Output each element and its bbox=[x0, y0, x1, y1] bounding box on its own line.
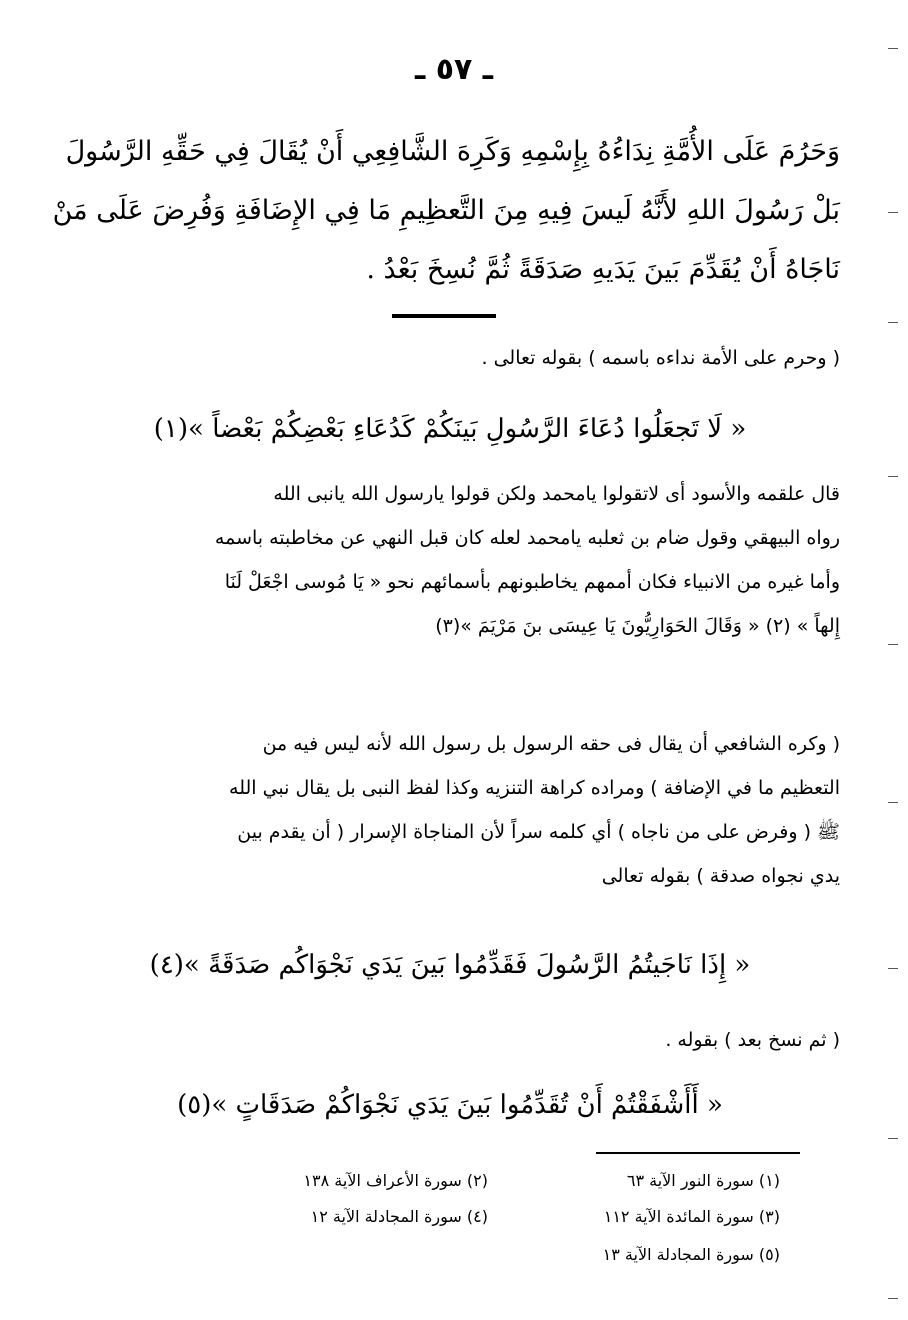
commentary-line: يدي نجواه صدقة ) بقوله تعالى bbox=[601, 865, 840, 887]
page-number: ـ ٥٧ ـ bbox=[414, 52, 494, 87]
margin-mark bbox=[888, 212, 898, 213]
margin-mark bbox=[888, 48, 898, 49]
quran-verse-3: « أَأَشْفَقْتُمْ أَنْ تُقَدِّمُوا بَينَ يَدَي نَجْوَاكُمْ صَدَقَاتٍ »(٥) bbox=[177, 1090, 723, 1120]
footnote-4: (٤) سورة المجادلة الآية ١٢ bbox=[310, 1207, 488, 1226]
margin-mark bbox=[888, 802, 898, 803]
quran-verse-2: « إِذَا نَاجَيتُمُ الرَّسُولَ فَقَدِّمُوا بَينَ يَدَي نَجْوَاكُم صَدَقَةً »(٤) bbox=[149, 950, 751, 980]
commentary-line: إِلهاً » (٢) « وَقَالَ الحَوَارِيُّونَ يَا عِيسَى بنَ مَرْيَمَ »(٣) bbox=[435, 615, 840, 637]
margin-mark bbox=[888, 1298, 898, 1299]
commentary-block-3 bbox=[70, 722, 840, 898]
footnote-2: (٢) سورة الأعراف الآية ١٣٨ bbox=[303, 1171, 488, 1190]
footnote-rule bbox=[596, 1152, 800, 1154]
footnote-1: (١) سورة النور الآية ٦٣ bbox=[626, 1171, 780, 1190]
margin-mark bbox=[888, 1138, 898, 1139]
matn-line: بَلْ رَسُولَ اللهِ لأَنَّهُ لَيسَ فِيهِ مِنَ التَّعظِيمِ مَا فِي الإِضَافَةِ وَفُرِضَ عَلَى مَنْ bbox=[52, 195, 840, 226]
commentary-line: ( وحرم على الأمة نداءه باسمه ) بقوله تعالى . bbox=[481, 347, 840, 369]
commentary-line: ( وكره الشافعي أن يقال فى حقه الرسول بل رسول الله لأنه ليس فيه من bbox=[262, 733, 840, 755]
footnote-5: (٥) سورة المجادلة الآية ١٣ bbox=[602, 1245, 780, 1264]
margin-mark bbox=[888, 644, 898, 645]
footnote-3: (٣) سورة المائدة الآية ١١٢ bbox=[603, 1207, 780, 1226]
commentary-line: التعظيم ما في الإضافة ) ومراده كراهة التنزيه وكذا لفظ النبى بل يقال نبي الله bbox=[229, 777, 840, 799]
margin-mark bbox=[888, 476, 898, 477]
matn-line: وَحَرُمَ عَلَى الأُمَّةِ نِدَاءُهُ بِإِسْمِهِ وَكَرِهَ الشَّافِعِي أَنْ يُقَالَ فِي حَقِّهِ الرَّسُولَ bbox=[65, 136, 840, 167]
commentary-line: وأما غيره من الانبياء فكان أممهم يخاطبونهم بأسمائهم نحو « يَا مُوسى اجْعَلْ لَنَا bbox=[224, 571, 840, 593]
commentary-line: ﷺ ( وفرض على من ناجاه ) أي كلمه سراً لأن المناجاة الإسرار ( أن يقدم بين bbox=[237, 821, 840, 843]
margin-mark bbox=[888, 322, 898, 323]
section-divider bbox=[392, 314, 496, 318]
commentary-line: ( ثم نسخ بعد ) بقوله . bbox=[665, 1029, 840, 1051]
commentary-block-2 bbox=[70, 472, 840, 648]
commentary-line: قال علقمه والأسود أى لاتقولوا يامحمد ولكن قولوا يارسول الله يانبى الله bbox=[273, 483, 840, 505]
commentary-line: رواه البيهقي وقول ضام بن ثعلبه يامحمد لعله كان قبل النهي عن مخاطبته باسمه bbox=[214, 527, 840, 549]
margin-mark bbox=[888, 968, 898, 969]
quran-verse-1: « لَا تَجعَلُوا دُعَاءَ الرَّسُولِ بَينَكُمْ كَدُعَاءِ بَعْضِكُمْ بَعْضاً »(١) bbox=[153, 414, 747, 444]
matn-line: نَاجَاهُ أَنْ يُقَدِّمَ بَينَ يَدَيهِ صَدَقَةً ثُمَّ نُسِخَ بَعْدُ . bbox=[366, 254, 840, 285]
matn-block bbox=[52, 122, 840, 299]
commentary-intro bbox=[70, 336, 840, 380]
commentary-block-4 bbox=[120, 1018, 840, 1062]
